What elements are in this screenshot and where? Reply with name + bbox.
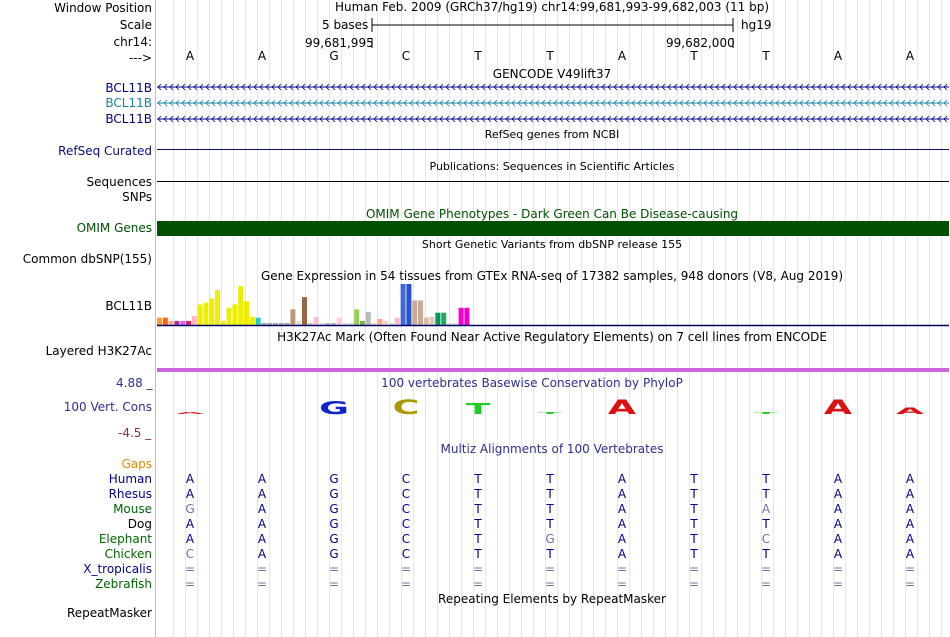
phylop-label[interactable]: 100 Vert. Cons	[63, 400, 152, 414]
gtex-bar	[174, 321, 179, 325]
aligned-base: A	[185, 517, 195, 531]
aligned-base: C	[401, 532, 411, 546]
gtex-bar	[360, 321, 365, 325]
aligned-base: =	[184, 562, 196, 576]
gtex-bar	[337, 318, 342, 325]
gtex-bar	[203, 302, 208, 325]
gtex-bar	[261, 323, 266, 325]
species-label[interactable]: Zebrafish	[95, 577, 152, 591]
aligned-base: =	[832, 562, 844, 576]
gtex-bar	[447, 323, 452, 325]
aligned-base: G	[185, 502, 195, 516]
aligned-base: =	[328, 562, 340, 576]
gtex-title: Gene Expression in 54 tissues from GTEx RNA-seq of 17382 samples, 948 donors (V8, Aug 2019)	[260, 269, 844, 283]
aligned-base: T	[474, 547, 482, 561]
dbsnp-label[interactable]: Common dbSNP(155)	[22, 252, 152, 266]
aligned-base: A	[833, 532, 843, 546]
gtex-bar	[198, 305, 203, 326]
gtex-bar	[157, 318, 162, 325]
gtex-bar	[366, 312, 371, 325]
publications-title: Publications: Sequences in Scientific Articles	[429, 160, 675, 173]
aligned-base: =	[616, 562, 628, 576]
aligned-base: A	[617, 547, 627, 561]
omim-label[interactable]: OMIM Genes	[76, 221, 152, 235]
ruler-base: T	[762, 49, 770, 63]
gencode-row-label-1[interactable]: BCL11B	[105, 81, 152, 95]
snps-label[interactable]: SNPs	[122, 190, 152, 204]
gtex-bar	[221, 321, 226, 325]
omim-title: OMIM Gene Phenotypes - Dark Green Can Be Disease-causing	[365, 207, 739, 221]
gtex-bar	[430, 317, 435, 325]
aligned-base: T	[690, 517, 698, 531]
phylop-logo: T	[537, 411, 563, 415]
gtex-bar	[377, 319, 382, 325]
assembly-position: Human Feb. 2009 (GRCh37/hg19) chr14:99,681,993-99,682,003 (11 bp)	[334, 0, 770, 14]
refseq-title: RefSeq genes from NCBI	[484, 128, 620, 141]
gtex-bar	[314, 317, 319, 325]
aligned-base: T	[762, 472, 770, 486]
scale-db-text: hg19	[741, 18, 772, 32]
species-label[interactable]: X_tropicalis	[83, 562, 152, 576]
aligned-base: A	[185, 487, 195, 501]
aligned-base: =	[328, 577, 340, 591]
aligned-base: A	[617, 472, 627, 486]
aligned-base: T	[762, 487, 770, 501]
publications-label[interactable]: Sequences	[86, 175, 152, 189]
aligned-base: T	[474, 532, 482, 546]
ruler-base: C	[401, 49, 411, 63]
gtex-bar	[441, 313, 446, 325]
species-label[interactable]: Elephant	[98, 532, 152, 546]
gtex-bar	[180, 321, 185, 325]
refseq-label[interactable]: RefSeq Curated	[58, 144, 152, 158]
gtex-bar	[308, 323, 313, 325]
phylop-min-label: -4.5 _	[118, 426, 152, 440]
aligned-base: =	[832, 577, 844, 591]
coord-left: 99,681,995	[305, 36, 374, 50]
aligned-base: G	[545, 532, 555, 546]
aligned-base: T	[690, 547, 698, 561]
h3k27ac-label[interactable]: Layered H3K27Ac	[45, 344, 152, 358]
coord-right: 99,682,000	[666, 36, 735, 50]
aligned-base: A	[905, 502, 915, 516]
aligned-base: A	[257, 517, 267, 531]
species-label[interactable]: Mouse	[113, 502, 152, 516]
aligned-base: G	[329, 502, 339, 516]
scale-bases-text: 5 bases	[322, 18, 369, 32]
aligned-base: C	[401, 472, 411, 486]
aligned-base: A	[905, 547, 915, 561]
gtex-bar	[238, 286, 243, 325]
species-label[interactable]: Rhesus	[108, 487, 152, 501]
aligned-base: A	[257, 472, 267, 486]
aligned-base: T	[690, 532, 698, 546]
aligned-base: A	[617, 487, 627, 501]
aligned-base: =	[904, 562, 916, 576]
aligned-base: T	[690, 487, 698, 501]
scale-label: Scale	[119, 18, 152, 32]
aligned-base: =	[760, 562, 772, 576]
gtex-bar	[383, 321, 388, 325]
aligned-base: G	[329, 487, 339, 501]
gtex-bar	[325, 323, 330, 325]
gtex-label[interactable]: BCL11B	[105, 299, 152, 313]
aligned-base: A	[833, 487, 843, 501]
aligned-base: A	[617, 502, 627, 516]
phylop-logo: A	[823, 395, 853, 419]
repeatmasker-title: Repeating Elements by RepeatMasker	[438, 592, 666, 606]
phylop-logo: G	[319, 397, 349, 419]
aligned-base: G	[329, 547, 339, 561]
aligned-base: T	[690, 472, 698, 486]
gtex-bar	[459, 308, 464, 325]
gtex-bar	[250, 317, 255, 325]
gtex-bar	[296, 321, 301, 325]
aligned-base: =	[184, 577, 196, 591]
aligned-base: =	[760, 577, 772, 591]
gtex-bar	[453, 323, 458, 325]
aligned-base: A	[185, 472, 195, 486]
gencode-row-label-3[interactable]: BCL11B	[105, 112, 152, 126]
aligned-base: A	[761, 502, 771, 516]
gtex-bar	[163, 318, 168, 325]
gtex-bar	[244, 301, 249, 325]
gencode-row-label-2[interactable]: BCL11B	[105, 96, 152, 110]
aligned-base: A	[905, 472, 915, 486]
gtex-bar	[279, 323, 284, 325]
phylop-max-label: 4.88 _	[116, 376, 153, 390]
gtex-bar	[273, 323, 278, 325]
aligned-base: =	[688, 562, 700, 576]
gtex-bar	[192, 316, 197, 325]
aligned-base: C	[401, 502, 411, 516]
gtex-bar	[354, 309, 359, 325]
aligned-base: T	[474, 502, 482, 516]
gtex-bar	[267, 323, 272, 325]
aligned-base: =	[544, 562, 556, 576]
species-label[interactable]: Human	[108, 472, 152, 486]
aligned-base: A	[257, 532, 267, 546]
aligned-base: A	[833, 472, 843, 486]
phylop-title: 100 vertebrates Basewise Conservation by PhyloP	[381, 376, 683, 390]
aligned-base: =	[472, 562, 484, 576]
aligned-base: =	[904, 577, 916, 591]
aligned-base: C	[401, 517, 411, 531]
phylop-logo: C	[392, 395, 420, 419]
aligned-base: T	[474, 472, 482, 486]
aligned-base: =	[688, 577, 700, 591]
gtex-bar	[418, 300, 423, 325]
window-position-label: Window Position	[54, 1, 152, 15]
gtex-bar	[285, 323, 290, 325]
aligned-base: A	[617, 517, 627, 531]
species-label[interactable]: Chicken	[104, 547, 152, 561]
gaps-label[interactable]: Gaps	[121, 457, 152, 471]
aligned-base: G	[329, 472, 339, 486]
gtex-bar	[395, 318, 400, 325]
ruler-base: T	[690, 49, 698, 63]
repeatmasker-label[interactable]: RepeatMasker	[66, 606, 152, 620]
aligned-base: A	[905, 517, 915, 531]
aligned-base: =	[400, 562, 412, 576]
aligned-base: T	[762, 547, 770, 561]
aligned-base: =	[400, 577, 412, 591]
gtex-bar	[331, 323, 336, 325]
aligned-base: A	[905, 532, 915, 546]
gencode-title: GENCODE V49lift37	[492, 67, 612, 81]
aligned-base: T	[546, 547, 554, 561]
gtex-bar	[256, 318, 261, 325]
omim-bar[interactable]	[157, 221, 949, 236]
h3k27ac-title: H3K27Ac Mark (Often Found Near Active Regulatory Elements) on 7 cell lines from ENCODE	[277, 330, 827, 344]
aligned-base: T	[690, 502, 698, 516]
ruler-base: A	[185, 49, 195, 63]
aligned-base: =	[472, 577, 484, 591]
ruler-base: A	[833, 49, 843, 63]
refseq-line[interactable]	[0, 148, 950, 152]
phylop-logo: T	[753, 411, 779, 415]
gtex-bar	[389, 323, 394, 325]
aligned-base: A	[833, 517, 843, 531]
gtex-bar	[169, 321, 174, 325]
phylop-logos[interactable]	[0, 390, 950, 430]
gtex-bar-chart[interactable]	[0, 283, 950, 328]
gtex-bar	[290, 309, 295, 325]
aligned-base: A	[833, 547, 843, 561]
aligned-base: T	[546, 502, 554, 516]
gtex-bar	[401, 284, 406, 325]
aligned-base: T	[546, 472, 554, 486]
gtex-bar	[412, 300, 417, 325]
ruler-base: T	[546, 49, 554, 63]
ruler-base: A	[905, 49, 915, 63]
aligned-base: =	[616, 577, 628, 591]
gtex-bar	[215, 290, 220, 325]
aligned-base: T	[546, 517, 554, 531]
gtex-bar	[435, 313, 440, 325]
gtex-bar	[319, 323, 324, 325]
aligned-base: T	[474, 517, 482, 531]
gtex-bar	[209, 298, 214, 325]
phylop-logo: A	[895, 406, 925, 417]
aligned-base: A	[617, 532, 627, 546]
h3k27ac-signal[interactable]	[157, 368, 949, 372]
aligned-base: A	[905, 487, 915, 501]
species-label[interactable]: Dog	[127, 517, 152, 531]
aligned-base: A	[257, 487, 267, 501]
gtex-bar	[302, 297, 307, 325]
gtex-bar	[186, 321, 191, 325]
gtex-bar	[406, 284, 411, 325]
gtex-bar	[348, 323, 353, 325]
gtex-bar	[464, 308, 469, 325]
aligned-base: T	[474, 487, 482, 501]
aligned-base: G	[329, 517, 339, 531]
ruler-base: A	[617, 49, 627, 63]
aligned-base: A	[257, 547, 267, 561]
aligned-base: =	[544, 577, 556, 591]
ruler-base: A	[257, 49, 267, 63]
multiz-title: Multiz Alignments of 100 Vertebrates	[440, 442, 664, 456]
ruler-base: G	[329, 49, 339, 63]
publications-line[interactable]	[0, 180, 950, 184]
dbsnp-title: Short Genetic Variants from dbSNP release 155	[421, 238, 683, 251]
aligned-base: C	[401, 547, 411, 561]
aligned-base: C	[401, 487, 411, 501]
aligned-base: =	[256, 562, 268, 576]
gtex-bar	[424, 318, 429, 325]
gtex-bar	[232, 305, 237, 326]
aligned-base: A	[185, 532, 195, 546]
aligned-base: T	[546, 487, 554, 501]
aligned-base: A	[257, 502, 267, 516]
aligned-base: C	[761, 532, 771, 546]
phylop-logo: A	[175, 411, 205, 415]
aligned-base: G	[329, 532, 339, 546]
aligned-base: =	[256, 577, 268, 591]
aligned-base: A	[833, 502, 843, 516]
aligned-base: C	[185, 547, 195, 561]
aligned-base: T	[762, 517, 770, 531]
chrom-label: chr14:	[113, 35, 152, 49]
gencode-transcripts[interactable]	[0, 80, 950, 130]
gtex-bar	[343, 323, 348, 325]
ruler-base: T	[474, 49, 482, 63]
phylop-logo: T	[465, 400, 491, 418]
gtex-bar	[227, 308, 232, 325]
strand-label: --->	[128, 51, 152, 65]
phylop-logo: A	[607, 395, 637, 419]
gtex-bar	[372, 323, 377, 325]
